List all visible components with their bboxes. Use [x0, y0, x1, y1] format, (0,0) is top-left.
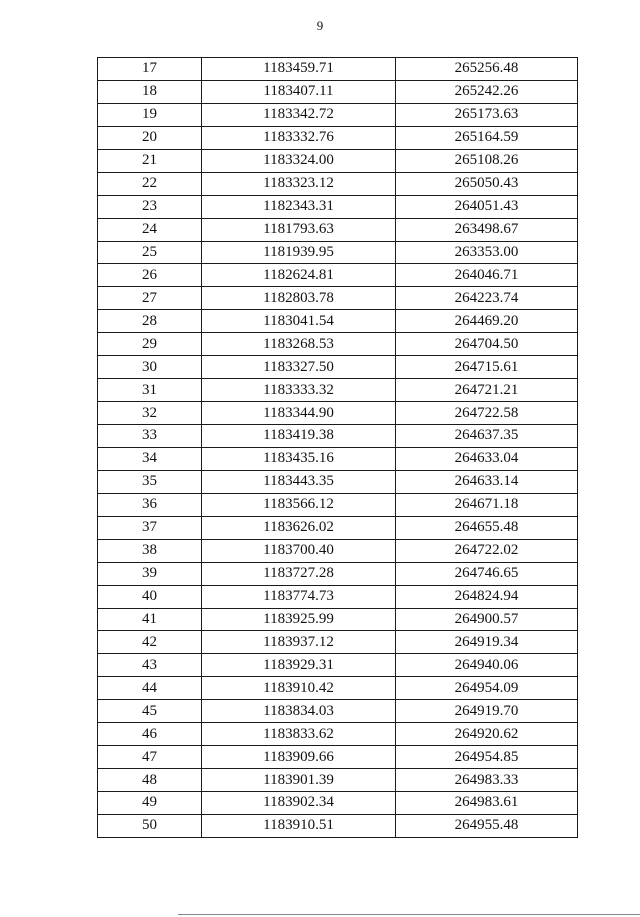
x-coordinate-cell: 1183937.12: [202, 631, 396, 654]
y-coordinate-cell: 264900.57: [396, 608, 578, 631]
x-coordinate-cell: 1183834.03: [202, 700, 396, 723]
y-coordinate-cell: 265256.48: [396, 58, 578, 81]
table-row: [98, 746, 578, 769]
table-row: [98, 470, 578, 493]
table-row: [98, 493, 578, 516]
x-coordinate-cell: 1183566.12: [202, 493, 396, 516]
y-coordinate-cell: 264920.62: [396, 723, 578, 746]
point-number-cell: 17: [98, 58, 202, 81]
point-number-cell: 27: [98, 287, 202, 310]
table-row: [98, 356, 578, 379]
x-coordinate-cell: 1183929.31: [202, 654, 396, 677]
table-row: [98, 677, 578, 700]
table-row: [98, 264, 578, 287]
y-coordinate-cell: 264824.94: [396, 585, 578, 608]
y-coordinate-cell: 264954.85: [396, 746, 578, 769]
x-coordinate-cell: 1183909.66: [202, 746, 396, 769]
point-number-cell: 22: [98, 172, 202, 195]
point-number-cell: 32: [98, 402, 202, 425]
point-number-cell: 26: [98, 264, 202, 287]
point-number-cell: 48: [98, 769, 202, 792]
y-coordinate-cell: 263353.00: [396, 241, 578, 264]
x-coordinate-cell: 1183925.99: [202, 608, 396, 631]
point-number-cell: 30: [98, 356, 202, 379]
table-row: [98, 149, 578, 172]
x-coordinate-cell: 1183268.53: [202, 333, 396, 356]
x-coordinate-cell: 1183332.76: [202, 126, 396, 149]
point-number-cell: 44: [98, 677, 202, 700]
y-coordinate-cell: 264704.50: [396, 333, 578, 356]
y-coordinate-cell: 264746.65: [396, 562, 578, 585]
y-coordinate-cell: 264046.71: [396, 264, 578, 287]
table-row: [98, 379, 578, 402]
point-number-cell: 25: [98, 241, 202, 264]
table-row: [98, 103, 578, 126]
x-coordinate-cell: 1183327.50: [202, 356, 396, 379]
x-coordinate-cell: 1183435.16: [202, 447, 396, 470]
x-coordinate-cell: 1182624.81: [202, 264, 396, 287]
x-coordinate-cell: 1183774.73: [202, 585, 396, 608]
table-row: [98, 172, 578, 195]
point-number-cell: 43: [98, 654, 202, 677]
x-coordinate-cell: 1183324.00: [202, 149, 396, 172]
point-number-cell: 20: [98, 126, 202, 149]
point-number-cell: 40: [98, 585, 202, 608]
table-row: [98, 195, 578, 218]
y-coordinate-cell: 265173.63: [396, 103, 578, 126]
x-coordinate-cell: 1183910.42: [202, 677, 396, 700]
point-number-cell: 47: [98, 746, 202, 769]
x-coordinate-cell: 1183727.28: [202, 562, 396, 585]
y-coordinate-cell: 264722.58: [396, 402, 578, 425]
x-coordinate-cell: 1182343.31: [202, 195, 396, 218]
y-coordinate-cell: 265050.43: [396, 172, 578, 195]
table-row: [98, 631, 578, 654]
x-coordinate-cell: 1183041.54: [202, 310, 396, 333]
point-number-cell: 18: [98, 80, 202, 103]
point-number-cell: 21: [98, 149, 202, 172]
page-edge-line: [178, 914, 640, 915]
point-number-cell: 49: [98, 792, 202, 815]
page-number: 9: [316, 18, 324, 33]
y-coordinate-cell: 264633.04: [396, 447, 578, 470]
point-number-cell: 24: [98, 218, 202, 241]
x-coordinate-cell: 1183443.35: [202, 470, 396, 493]
x-coordinate-cell: 1183901.39: [202, 769, 396, 792]
y-coordinate-cell: 265242.26: [396, 80, 578, 103]
table-row: [98, 241, 578, 264]
table-row: [98, 425, 578, 448]
table-row: [98, 814, 578, 837]
coordinates-table: [97, 57, 578, 838]
x-coordinate-cell: 1183344.90: [202, 402, 396, 425]
y-coordinate-cell: 263498.67: [396, 218, 578, 241]
y-coordinate-cell: 264919.34: [396, 631, 578, 654]
x-coordinate-cell: 1183459.71: [202, 58, 396, 81]
x-coordinate-cell: 1183323.12: [202, 172, 396, 195]
y-coordinate-cell: 264983.33: [396, 769, 578, 792]
point-number-cell: 29: [98, 333, 202, 356]
point-number-cell: 39: [98, 562, 202, 585]
table-row: [98, 80, 578, 103]
x-coordinate-cell: 1183419.38: [202, 425, 396, 448]
table-row: [98, 539, 578, 562]
point-number-cell: 35: [98, 470, 202, 493]
table-row: [98, 562, 578, 585]
point-number-cell: 19: [98, 103, 202, 126]
y-coordinate-cell: 264655.48: [396, 516, 578, 539]
coordinates-table-body: [98, 58, 578, 838]
y-coordinate-cell: 265108.26: [396, 149, 578, 172]
table-row: [98, 792, 578, 815]
x-coordinate-cell: 1183700.40: [202, 539, 396, 562]
y-coordinate-cell: 264721.21: [396, 379, 578, 402]
x-coordinate-cell: 1181793.63: [202, 218, 396, 241]
x-coordinate-cell: 1183407.11: [202, 80, 396, 103]
y-coordinate-cell: 264051.43: [396, 195, 578, 218]
point-number-cell: 37: [98, 516, 202, 539]
x-coordinate-cell: 1183333.32: [202, 379, 396, 402]
y-coordinate-cell: 264671.18: [396, 493, 578, 516]
x-coordinate-cell: 1181939.95: [202, 241, 396, 264]
x-coordinate-cell: 1183902.34: [202, 792, 396, 815]
point-number-cell: 41: [98, 608, 202, 631]
table-row: [98, 126, 578, 149]
point-number-cell: 50: [98, 814, 202, 837]
x-coordinate-cell: 1183833.62: [202, 723, 396, 746]
y-coordinate-cell: 264223.74: [396, 287, 578, 310]
x-coordinate-cell: 1183626.02: [202, 516, 396, 539]
table-row: [98, 287, 578, 310]
point-number-cell: 36: [98, 493, 202, 516]
y-coordinate-cell: 264983.61: [396, 792, 578, 815]
point-number-cell: 46: [98, 723, 202, 746]
y-coordinate-cell: 264955.48: [396, 814, 578, 837]
point-number-cell: 23: [98, 195, 202, 218]
y-coordinate-cell: 264637.35: [396, 425, 578, 448]
y-coordinate-cell: 265164.59: [396, 126, 578, 149]
y-coordinate-cell: 264954.09: [396, 677, 578, 700]
y-coordinate-cell: 264919.70: [396, 700, 578, 723]
point-number-cell: 28: [98, 310, 202, 333]
table-row: [98, 333, 578, 356]
table-row: [98, 769, 578, 792]
y-coordinate-cell: 264633.14: [396, 470, 578, 493]
x-coordinate-cell: 1183342.72: [202, 103, 396, 126]
table-row: [98, 310, 578, 333]
point-number-cell: 42: [98, 631, 202, 654]
y-coordinate-cell: 264469.20: [396, 310, 578, 333]
point-number-cell: 33: [98, 425, 202, 448]
table-row: [98, 218, 578, 241]
point-number-cell: 34: [98, 447, 202, 470]
table-row: [98, 447, 578, 470]
x-coordinate-cell: 1183910.51: [202, 814, 396, 837]
table-row: [98, 402, 578, 425]
table-row: [98, 723, 578, 746]
y-coordinate-cell: 264940.06: [396, 654, 578, 677]
x-coordinate-cell: 1182803.78: [202, 287, 396, 310]
y-coordinate-cell: 264722.02: [396, 539, 578, 562]
y-coordinate-cell: 264715.61: [396, 356, 578, 379]
point-number-cell: 38: [98, 539, 202, 562]
table-row: [98, 58, 578, 81]
table-row: [98, 608, 578, 631]
table-row: [98, 654, 578, 677]
table-row: [98, 585, 578, 608]
point-number-cell: 31: [98, 379, 202, 402]
table-row: [98, 700, 578, 723]
point-number-cell: 45: [98, 700, 202, 723]
table-row: [98, 516, 578, 539]
